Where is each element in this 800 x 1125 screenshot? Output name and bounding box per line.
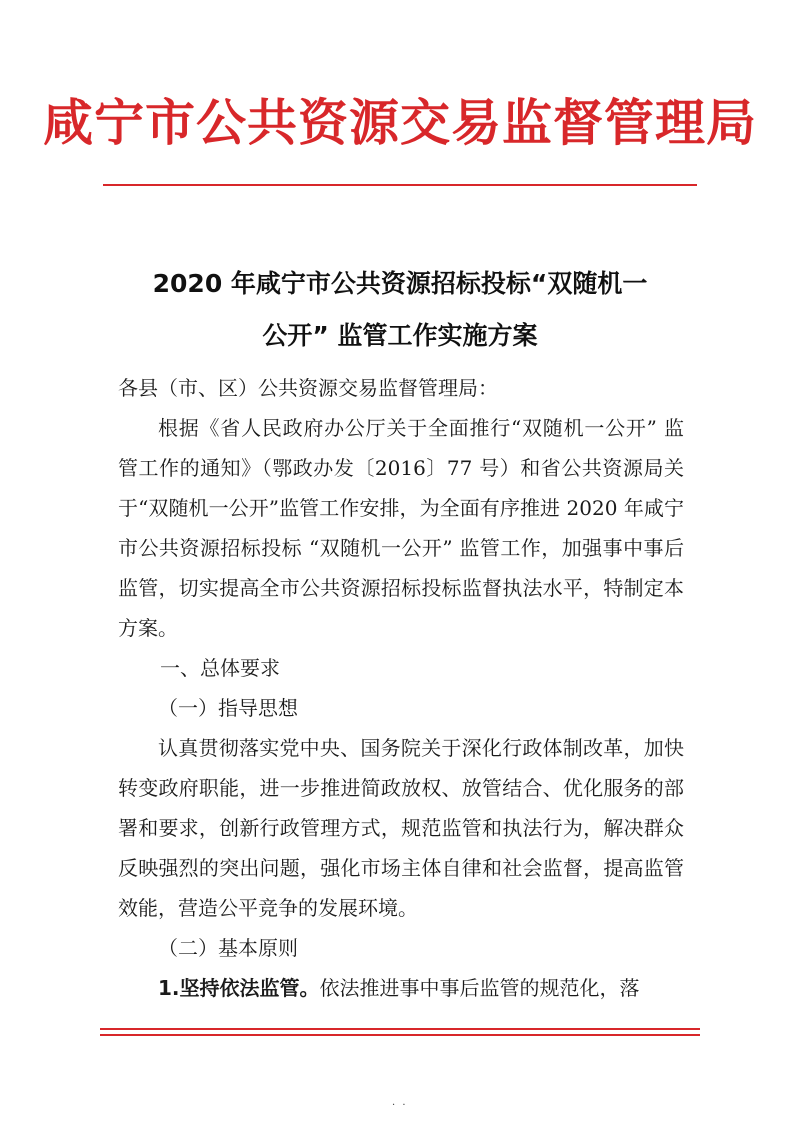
principle-1-label: 1.坚持依法监管。 bbox=[158, 976, 320, 1000]
intro-paragraph: 根据《省人民政府办公厅关于全面推行“双随机一公开” 监管工作的通知》（鄂政办发〔2016〕77 号）和省公共资源局关于“双随机一公开”监管工作安排，为全面有序推进 2020 年咸宁市公共资源招标投标 “双随机一公开” 监管工作，加强事中事后监管，切实提高全市公共资源招标投标监督执法水平，特制定本方案。 bbox=[118, 416, 684, 640]
document-title-line-2: 公开” 监管工作实施方案 bbox=[262, 321, 538, 350]
subsection-heading-basic-principles: （二）基本原则 bbox=[158, 936, 298, 960]
principle-1-text: 依法推进事中事后监管的规范化，落 bbox=[319, 976, 640, 1000]
salutation: 各县（市、区）公共资源交易监督管理局： bbox=[118, 376, 498, 400]
guiding-ideology-paragraph: 认真贯彻落实党中央、国务院关于深化行政体制改革，加快转变政府职能，进一步推进简政放权、放管结合、优化服务的部署和要求，创新行政管理方式，规范监管和执法行为，解决群众反映强烈的突出问题，强化市场主体自律和社会监督，提高监管效能，营造公平竞争的发展环境。 bbox=[118, 736, 684, 920]
section-heading-general-requirements: 一、总体要求 bbox=[160, 656, 280, 680]
letterhead-org-name: 咸宁市公共资源交易监督管理局 bbox=[43, 94, 757, 152]
principle-1-paragraph bbox=[118, 968, 684, 1008]
subsection-heading-guiding-ideology: （一）指导思想 bbox=[158, 696, 298, 720]
document-body bbox=[118, 368, 684, 1008]
letterhead-divider bbox=[103, 184, 697, 186]
document-title-line-1: 2020 年咸宁市公共资源招标投标“双随机一 bbox=[152, 269, 648, 298]
footer-divider-lower bbox=[100, 1034, 700, 1036]
footer-divider-upper bbox=[100, 1028, 700, 1030]
document-title bbox=[100, 258, 700, 362]
page-marker: · · bbox=[392, 1100, 408, 1111]
